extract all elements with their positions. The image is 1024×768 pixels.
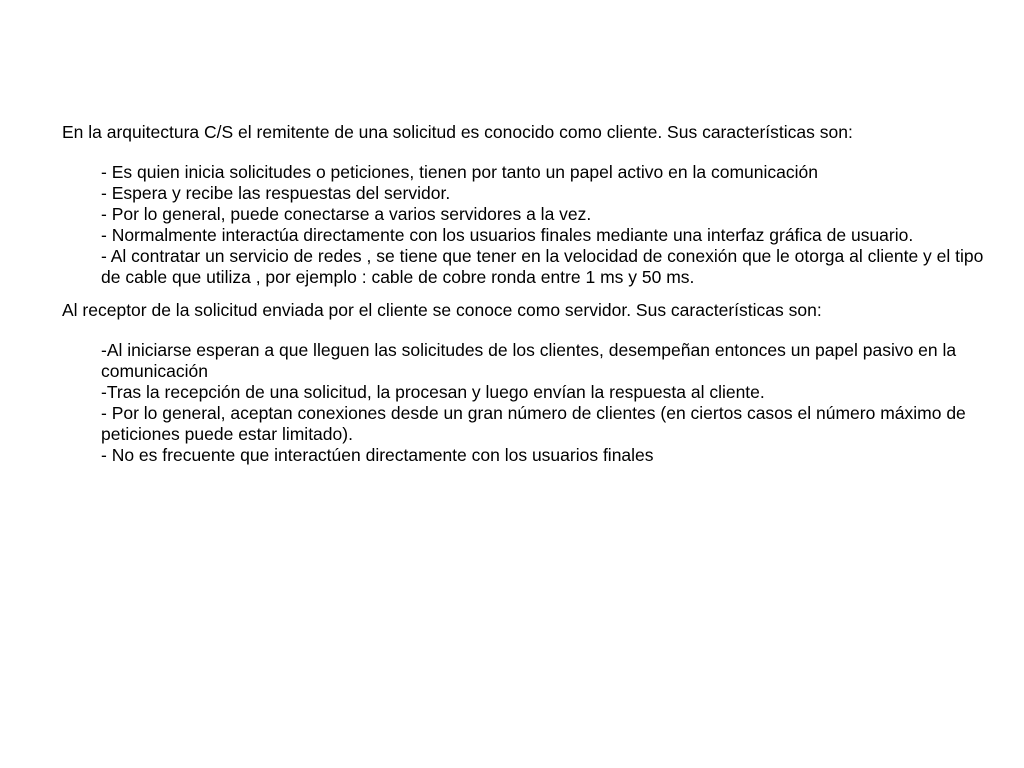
client-section <box>62 122 992 288</box>
list-item: - Por lo general, puede conectarse a varios servidores a la vez. <box>101 204 592 224</box>
list-item: - Normalmente interactúa directamente con los usuarios finales mediante una interfaz gráfica de usuario. <box>101 225 914 245</box>
client-characteristics-list <box>62 162 992 288</box>
list-item: - Espera y recibe las respuestas del servidor. <box>101 183 451 203</box>
list-item: - Al contratar un servicio de redes , se tiene que tener en la velocidad de conexión que le otorga al cliente y el tipo de cable que utiliza , por ejemplo : cable de cobre ronda entre 1 ms y 50 ms. <box>101 246 984 287</box>
list-item: - No es frecuente que interactúen directamente con los usuarios finales <box>101 445 654 465</box>
slide-body <box>62 122 992 466</box>
list-item: -Al iniciarse esperan a que lleguen las solicitudes de los clientes, desempeñan entonces un papel pasivo en la comunicación <box>101 340 957 381</box>
list-item: - Por lo general, aceptan conexiones desde un gran número de clientes (en ciertos casos el número máximo de peticiones puede estar limitado). <box>101 403 966 444</box>
server-characteristics-list <box>62 340 992 466</box>
server-intro: Al receptor de la solicitud enviada por el cliente se conoce como servidor. Sus características son: <box>62 300 822 320</box>
client-intro: En la arquitectura C/S el remitente de una solicitud es conocido como cliente. Sus características son: <box>62 122 853 142</box>
server-section <box>62 300 992 466</box>
list-item: - Es quien inicia solicitudes o peticiones, tienen por tanto un papel activo en la comunicación <box>101 162 818 182</box>
list-item: -Tras la recepción de una solicitud, la procesan y luego envían la respuesta al cliente. <box>101 382 765 402</box>
